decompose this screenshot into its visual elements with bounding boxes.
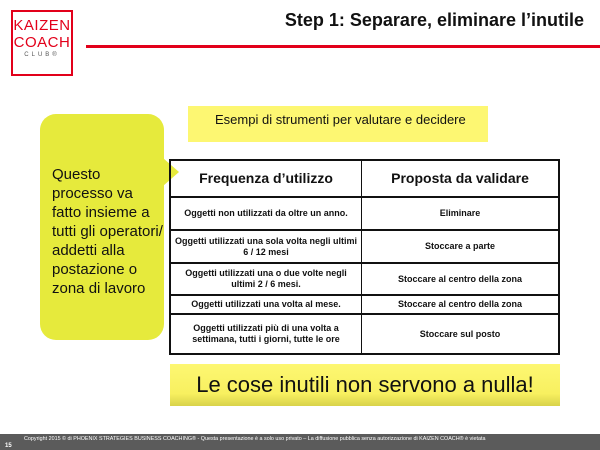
header-frequency: Frequenza d’utilizzo <box>170 160 362 197</box>
examples-heading: Esempi di strumenti per valutare e decidere <box>188 106 488 142</box>
frequency-cell: Oggetti non utilizzati da oltre un anno. <box>170 197 362 230</box>
frequency-cell: Oggetti utilizzati una volta al mese. <box>170 295 362 314</box>
process-callout: Questo processo va fatto insieme a tutti gli operatori/ addetti alla postazione o zona di lavoro <box>40 114 164 340</box>
footer-bar <box>0 434 600 450</box>
kaizen-coach-logo <box>11 10 73 76</box>
table-row <box>170 314 559 354</box>
logo-line-coach: COACH <box>13 34 71 51</box>
frequency-cell: Oggetti utilizzati una sola volta negli ultimi 6 / 12 mesi <box>170 230 362 263</box>
logo-line-club: CLUB® <box>24 52 60 58</box>
table-row <box>170 263 559 295</box>
page-number: 15 <box>5 443 12 449</box>
title-divider <box>86 45 600 48</box>
table-row <box>170 230 559 263</box>
proposal-cell: Eliminare <box>362 197 560 230</box>
conclusion-banner: Le cose inutili non servono a nulla! <box>170 364 560 406</box>
frequency-cell: Oggetti utilizzati una o due volte negli ultimi 2 / 6 mesi. <box>170 263 362 295</box>
header-proposal: Proposta da validare <box>362 160 560 197</box>
proposal-cell: Stoccare sul posto <box>362 314 560 354</box>
table-row <box>170 197 559 230</box>
table-header-row <box>170 160 559 197</box>
proposal-cell: Stoccare al centro della zona <box>362 295 560 314</box>
copyright-notice: Copyright 2015 © di PHOENIX STRATEGIES BUSINESS COACHING® - Questa presentazione è a solo uso privato – La diffusione pubblica senza autorizzazione di KAIZEN COACH® è vietata <box>24 436 486 442</box>
proposal-cell: Stoccare al centro della zona <box>362 263 560 295</box>
proposal-cell: Stoccare a parte <box>362 230 560 263</box>
frequency-cell: Oggetti utilizzati più di una volta a settimana, tutti i giorni, tutte le ore <box>170 314 362 354</box>
logo-line-kaizen: KAIZEN <box>13 17 71 34</box>
slide-title: Step 1: Separare, eliminare l’inutile <box>284 10 584 30</box>
table-row <box>170 295 559 314</box>
frequency-table <box>169 159 560 355</box>
